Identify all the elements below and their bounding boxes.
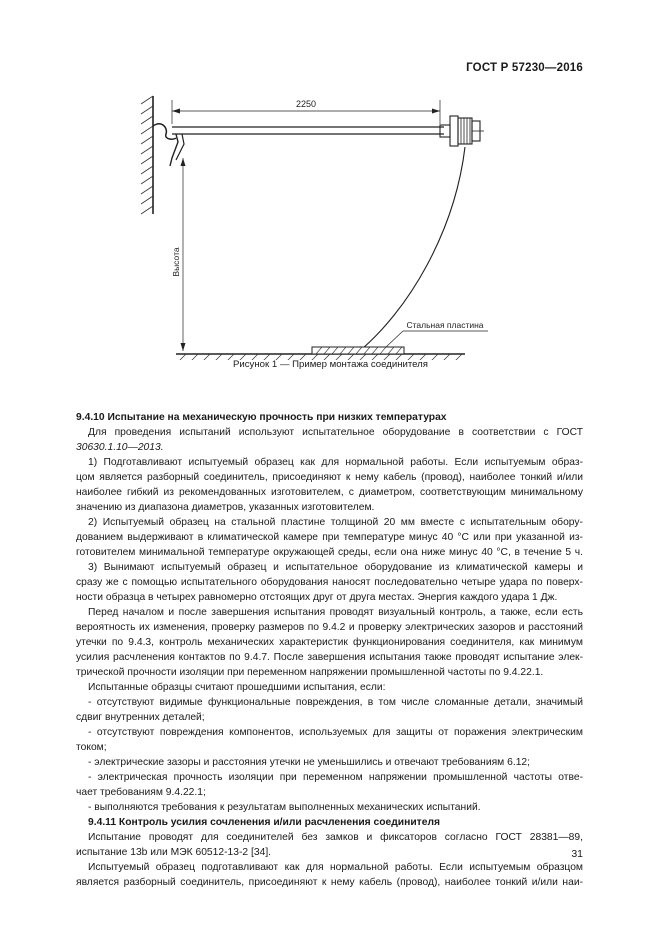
text-line: наиболее гибкий из рекомендованных изготовителем, с диаметром, соответствующим минимальному — [76, 487, 583, 498]
text-line: - отсутствуют видимые функциональные повреждения, в том числе сломанные детали, значимый — [88, 697, 583, 708]
text-line: 3) Вынимают испытуемый образец и испытательное оборудование из климатической камеры и — [88, 562, 583, 573]
height-label: Высота — [171, 247, 181, 277]
text-line: испытание 13b или МЭК 60512-13-2 [34]. — [76, 847, 272, 858]
text-line: ности образца в четырех равномерно отстоящих друг от друга местах. Энергия каждого удара 1 Дж. — [76, 592, 558, 603]
text-line: 30630.1.10—2013. — [76, 442, 164, 453]
text-line: Испытуемый образец подготавливают как для нормальной работы. Если испытуемым образцом — [88, 862, 583, 873]
dimension-label: 2250 — [295, 99, 317, 109]
section-heading: 9.4.10 Испытание на механическую прочность при низких температурах — [76, 412, 447, 423]
text-line: чает требованиям 9.4.22.1; — [76, 787, 206, 798]
text-line: - выполняются требования к результатам выполненных механических испытаний. — [88, 802, 481, 813]
text-line: усилия расчленения контактов по 9.4.7. После завершения испытания также проводят испытание элек- — [76, 652, 583, 663]
text-line: Для проведения испытаний используют испытательное оборудование в соответствии с ГОСТ — [88, 427, 583, 438]
text-line: - электрическая прочность изоляции при переменном напряжении промышленной частоты отве- — [88, 772, 583, 783]
section-heading: 9.4.11 Контроль усилия сочленения и/или расчленения соединителя — [88, 817, 440, 828]
text-line: Перед началом и после завершения испытания проводят визуальный контроль, а также, если есть — [88, 607, 583, 618]
text-line: цом является разборный соединитель, присоединяют к нему кабель (провод), наиболее тонкий и/или — [76, 472, 583, 483]
text-line: является разборный соединитель, присоединяют к нему кабель (провод), наиболее тонкий и/или наи- — [76, 877, 583, 888]
text-line: 1) Подготавливают испытуемый образец как для нормальной работы. Если испытуемым образ- — [88, 457, 583, 468]
plate-label: Стальная пластина — [406, 320, 484, 330]
page-number: 31 — [571, 848, 583, 860]
text-line: Испытанные образцы считают прошедшими испытания, если: — [88, 682, 386, 693]
text-line: сразу же с помощью испытательного оборудования наносят последовательно четыре удара по поверх- — [76, 577, 583, 588]
text-line: сдвиг внутренних деталей; — [76, 712, 205, 723]
text-line: 2) Испытуемый образец на стальной пластине толщиной 20 мм вместе с испытательным обору- — [88, 517, 583, 528]
text-line: током; — [76, 742, 107, 753]
text-line: значению из диапазона диаметров, указанных изготовителем. — [76, 502, 375, 513]
text-line: готовителем минимальной температуре окружающей среды, если она ниже минус 40 °С, в течение 5 ч. — [76, 547, 583, 558]
text-line: Испытание проводят для соединителей без замков и фиксаторов согласно ГОСТ 28381—89, — [88, 832, 583, 843]
standard-header: ГОСТ Р 57230—2016 — [466, 62, 583, 74]
text-line: утечки по 9.4.3, контроль механических характеристик функционирования соединителя, как минимум — [76, 637, 583, 648]
text-line: трической прочности изоляции при переменном напряжении промышленной частоты по 9.4.22.1. — [76, 667, 544, 678]
text-line: вероятность их изменения, проверку размеров по 9.4.2 и проверку электрических зазоров и расстояний — [76, 622, 583, 633]
text-line: - отсутствуют повреждения компонентов, используемых для защиты от поражения электрическим — [88, 727, 583, 738]
text-line: дованием выдерживают в климатической камере при температуре минус 40 °С или при указанной из- — [76, 532, 583, 543]
text-line: - электрические зазоры и расстояния утечки не уменьшились и отвечают требованиям 6.12; — [88, 757, 531, 768]
body-text — [76, 410, 583, 890]
figure-caption: Рисунок 1 — Пример монтажа соединителя — [233, 359, 428, 370]
figure-connector-mounting — [0, 0, 661, 360]
